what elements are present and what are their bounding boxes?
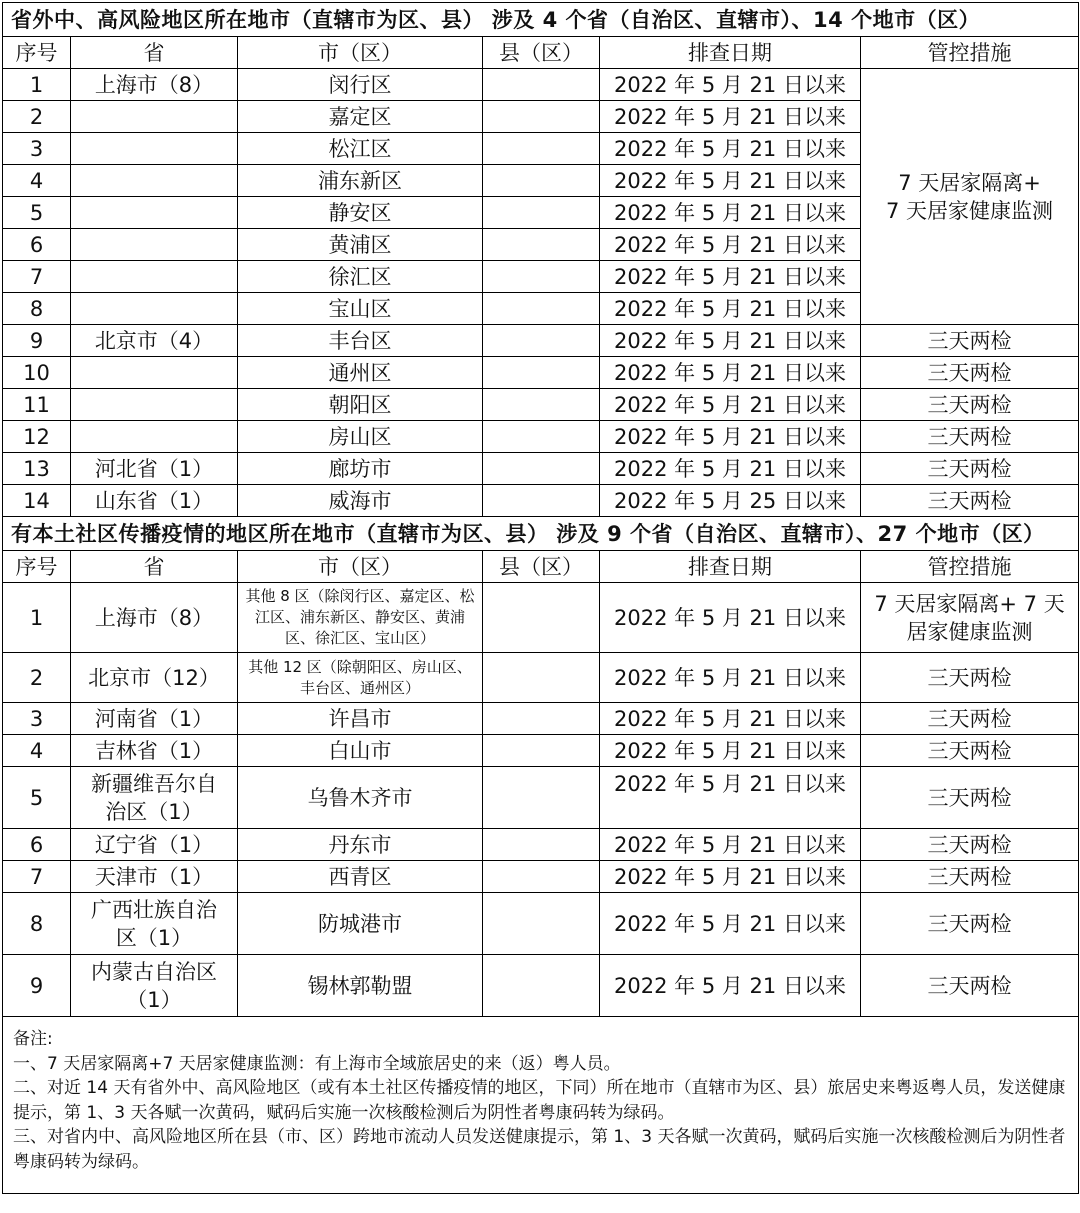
row-county [483,133,600,165]
row-no: 7 [3,261,71,293]
row-measure: 三天两检 [861,325,1079,357]
header-no: 序号 [3,37,71,69]
row-no: 9 [3,955,71,1017]
table-row [3,421,1079,453]
row-city: 许昌市 [238,703,483,735]
row-date: 2022 年 5 月 21 日以来 [600,767,861,829]
row-no: 14 [3,485,71,517]
row-province: 北京市（12） [71,653,238,703]
table-row [3,955,1079,1017]
header-city: 市（区） [238,37,483,69]
section1-title-row [3,3,1079,37]
row-province [71,421,238,453]
row-county [483,829,600,861]
table-row [3,357,1079,389]
row-date: 2022 年 5 月 21 日以来 [600,69,861,101]
table-row [3,829,1079,861]
row-city: 西青区 [238,861,483,893]
row-county [483,293,600,325]
row-date: 2022 年 5 月 21 日以来 [600,229,861,261]
row-county [483,453,600,485]
table-row [3,767,1079,829]
row-province: 上海市（8） [71,69,238,101]
table-row [3,69,1079,101]
header-measure: 管控措施 [861,37,1079,69]
row-province: 广西壮族自治区（1） [71,893,238,955]
row-measure: 三天两检 [861,829,1079,861]
table-row [3,583,1079,653]
row-county [483,197,600,229]
row-city: 松江区 [238,133,483,165]
note-item: 三、对省内中、高风险地区所在县（市、区）跨地市流动人员发送健康提示，第 1、3 天各赋一次黄码，赋码后实施一次核酸检测后为阴性者粤康码转为绿码。 [13,1127,1066,1172]
row-measure: 三天两检 [861,955,1079,1017]
table-row [3,861,1079,893]
row-province [71,293,238,325]
row-province: 上海市（8） [71,583,238,653]
row-county [483,69,600,101]
row-county [483,653,600,703]
row-date: 2022 年 5 月 21 日以来 [600,101,861,133]
row-city: 锡林郭勒盟 [238,955,483,1017]
row-province: 天津市（1） [71,861,238,893]
row-date: 2022 年 5 月 21 日以来 [600,357,861,389]
row-measure: 三天两检 [861,861,1079,893]
row-date: 2022 年 5 月 21 日以来 [600,861,861,893]
row-city: 乌鲁木齐市 [238,767,483,829]
header-date: 排查日期 [600,551,861,583]
table-row [3,703,1079,735]
row-city: 其他 8 区（除闵行区、嘉定区、松江区、浦东新区、静安区、黄浦区、徐汇区、宝山区） [238,583,483,653]
row-county [483,485,600,517]
row-no: 2 [3,101,71,133]
row-county [483,229,600,261]
notes-heading: 备注: [13,1029,53,1049]
row-county [483,703,600,735]
notes-cell [3,1017,1079,1194]
row-no: 6 [3,229,71,261]
row-no: 9 [3,325,71,357]
header-province: 省 [71,551,238,583]
section1-title: 省外中、高风险地区所在地市（直辖市为区、县） 涉及 4 个省（自治区、直辖市）、14 个地市（区） [3,3,1079,37]
row-measure: 三天两检 [861,357,1079,389]
row-county [483,955,600,1017]
row-no: 8 [3,893,71,955]
row-date: 2022 年 5 月 21 日以来 [600,453,861,485]
header-province: 省 [71,37,238,69]
row-measure: 三天两检 [861,893,1079,955]
row-measure: 三天两检 [861,485,1079,517]
row-province: 河北省（1） [71,453,238,485]
section2-header-row [3,551,1079,583]
row-city: 其他 12 区（除朝阳区、房山区、丰台区、通州区） [238,653,483,703]
table-row [3,893,1079,955]
table-row [3,735,1079,767]
row-date: 2022 年 5 月 21 日以来 [600,955,861,1017]
row-measure: 三天两检 [861,703,1079,735]
section1-header-row [3,37,1079,69]
row-city: 丰台区 [238,325,483,357]
row-no: 1 [3,69,71,101]
row-province: 河南省（1） [71,703,238,735]
row-province: 内蒙古自治区（1） [71,955,238,1017]
measure-line-2: 7 天居家健康监测 [886,198,1054,223]
row-date: 2022 年 5 月 21 日以来 [600,653,861,703]
measure-line-1: 7 天居家隔离+ [898,170,1041,195]
table-row [3,325,1079,357]
note-item: 二、对近 14 天有省外中、高风险地区（或有本土社区传播疫情的地区，下同）所在地市（直辖市为区、县）旅居史来粤返粤人员，发送健康提示，第 1、3 天各赋一次黄码，赋码后实施一次核酸检测后为阴性者粤康码转为绿码。 [13,1078,1066,1123]
row-province: 北京市（4） [71,325,238,357]
row-city: 浦东新区 [238,165,483,197]
row-no: 13 [3,453,71,485]
row-no: 5 [3,197,71,229]
header-county: 县（区） [483,37,600,69]
notes-row [3,1017,1079,1194]
row-province [71,197,238,229]
row-date: 2022 年 5 月 21 日以来 [600,829,861,861]
row-measure: 三天两检 [861,767,1079,829]
row-date: 2022 年 5 月 21 日以来 [600,735,861,767]
row-date: 2022 年 5 月 21 日以来 [600,893,861,955]
row-county [483,389,600,421]
row-measure: 7 天居家隔离+ 7 天居家健康监测 [861,583,1079,653]
row-city: 丹东市 [238,829,483,861]
row-county [483,861,600,893]
row-no: 4 [3,735,71,767]
row-county [483,767,600,829]
row-city: 白山市 [238,735,483,767]
row-province [71,133,238,165]
row-measure: 三天两检 [861,421,1079,453]
header-city: 市（区） [238,551,483,583]
row-no: 3 [3,133,71,165]
row-no: 10 [3,357,71,389]
row-date: 2022 年 5 月 21 日以来 [600,197,861,229]
row-county [483,421,600,453]
row-date: 2022 年 5 月 21 日以来 [600,325,861,357]
row-county [483,261,600,293]
table-row [3,389,1079,421]
row-province: 吉林省（1） [71,735,238,767]
row-measure: 三天两检 [861,389,1079,421]
row-city: 徐汇区 [238,261,483,293]
row-city: 防城港市 [238,893,483,955]
row-no: 11 [3,389,71,421]
row-date: 2022 年 5 月 21 日以来 [600,133,861,165]
row-city: 宝山区 [238,293,483,325]
row-province [71,165,238,197]
row-date: 2022 年 5 月 21 日以来 [600,583,861,653]
risk-area-table [2,2,1079,1194]
row-no: 8 [3,293,71,325]
header-date: 排查日期 [600,37,861,69]
row-county [483,165,600,197]
row-city: 嘉定区 [238,101,483,133]
row-province [71,389,238,421]
row-no: 5 [3,767,71,829]
row-date: 2022 年 5 月 21 日以来 [600,703,861,735]
row-date: 2022 年 5 月 21 日以来 [600,293,861,325]
row-city: 廊坊市 [238,453,483,485]
row-county [483,735,600,767]
row-county [483,583,600,653]
row-city: 房山区 [238,421,483,453]
row-city: 静安区 [238,197,483,229]
note-item: 一、7 天居家隔离+7 天居家健康监测：有上海市全域旅居史的来（返）粤人员。 [13,1053,621,1074]
header-county: 县（区） [483,551,600,583]
row-city: 黄浦区 [238,229,483,261]
row-province: 新疆维吾尔自治区（1） [71,767,238,829]
row-city: 通州区 [238,357,483,389]
row-date: 2022 年 5 月 21 日以来 [600,165,861,197]
row-date: 2022 年 5 月 25 日以来 [600,485,861,517]
row-province [71,357,238,389]
row-date: 2022 年 5 月 21 日以来 [600,421,861,453]
merged-measure-cell [861,69,1079,325]
row-province [71,229,238,261]
row-measure: 三天两检 [861,653,1079,703]
row-province [71,261,238,293]
row-no: 3 [3,703,71,735]
row-no: 6 [3,829,71,861]
row-measure: 三天两检 [861,453,1079,485]
row-date: 2022 年 5 月 21 日以来 [600,261,861,293]
table-row [3,485,1079,517]
row-county [483,101,600,133]
section2-title: 有本土社区传播疫情的地区所在地市（直辖市为区、县） 涉及 9 个省（自治区、直辖市）、27 个地市（区） [3,517,1079,551]
row-city: 朝阳区 [238,389,483,421]
row-city: 闵行区 [238,69,483,101]
row-county [483,893,600,955]
row-no: 2 [3,653,71,703]
row-province: 山东省（1） [71,485,238,517]
table-row [3,453,1079,485]
header-measure: 管控措施 [861,551,1079,583]
header-no: 序号 [3,551,71,583]
row-no: 1 [3,583,71,653]
row-province [71,101,238,133]
row-city: 威海市 [238,485,483,517]
row-measure: 三天两检 [861,735,1079,767]
table-row [3,653,1079,703]
row-county [483,325,600,357]
row-no: 12 [3,421,71,453]
row-no: 4 [3,165,71,197]
row-no: 7 [3,861,71,893]
section2-title-row [3,517,1079,551]
row-date: 2022 年 5 月 21 日以来 [600,389,861,421]
row-province: 辽宁省（1） [71,829,238,861]
row-county [483,357,600,389]
